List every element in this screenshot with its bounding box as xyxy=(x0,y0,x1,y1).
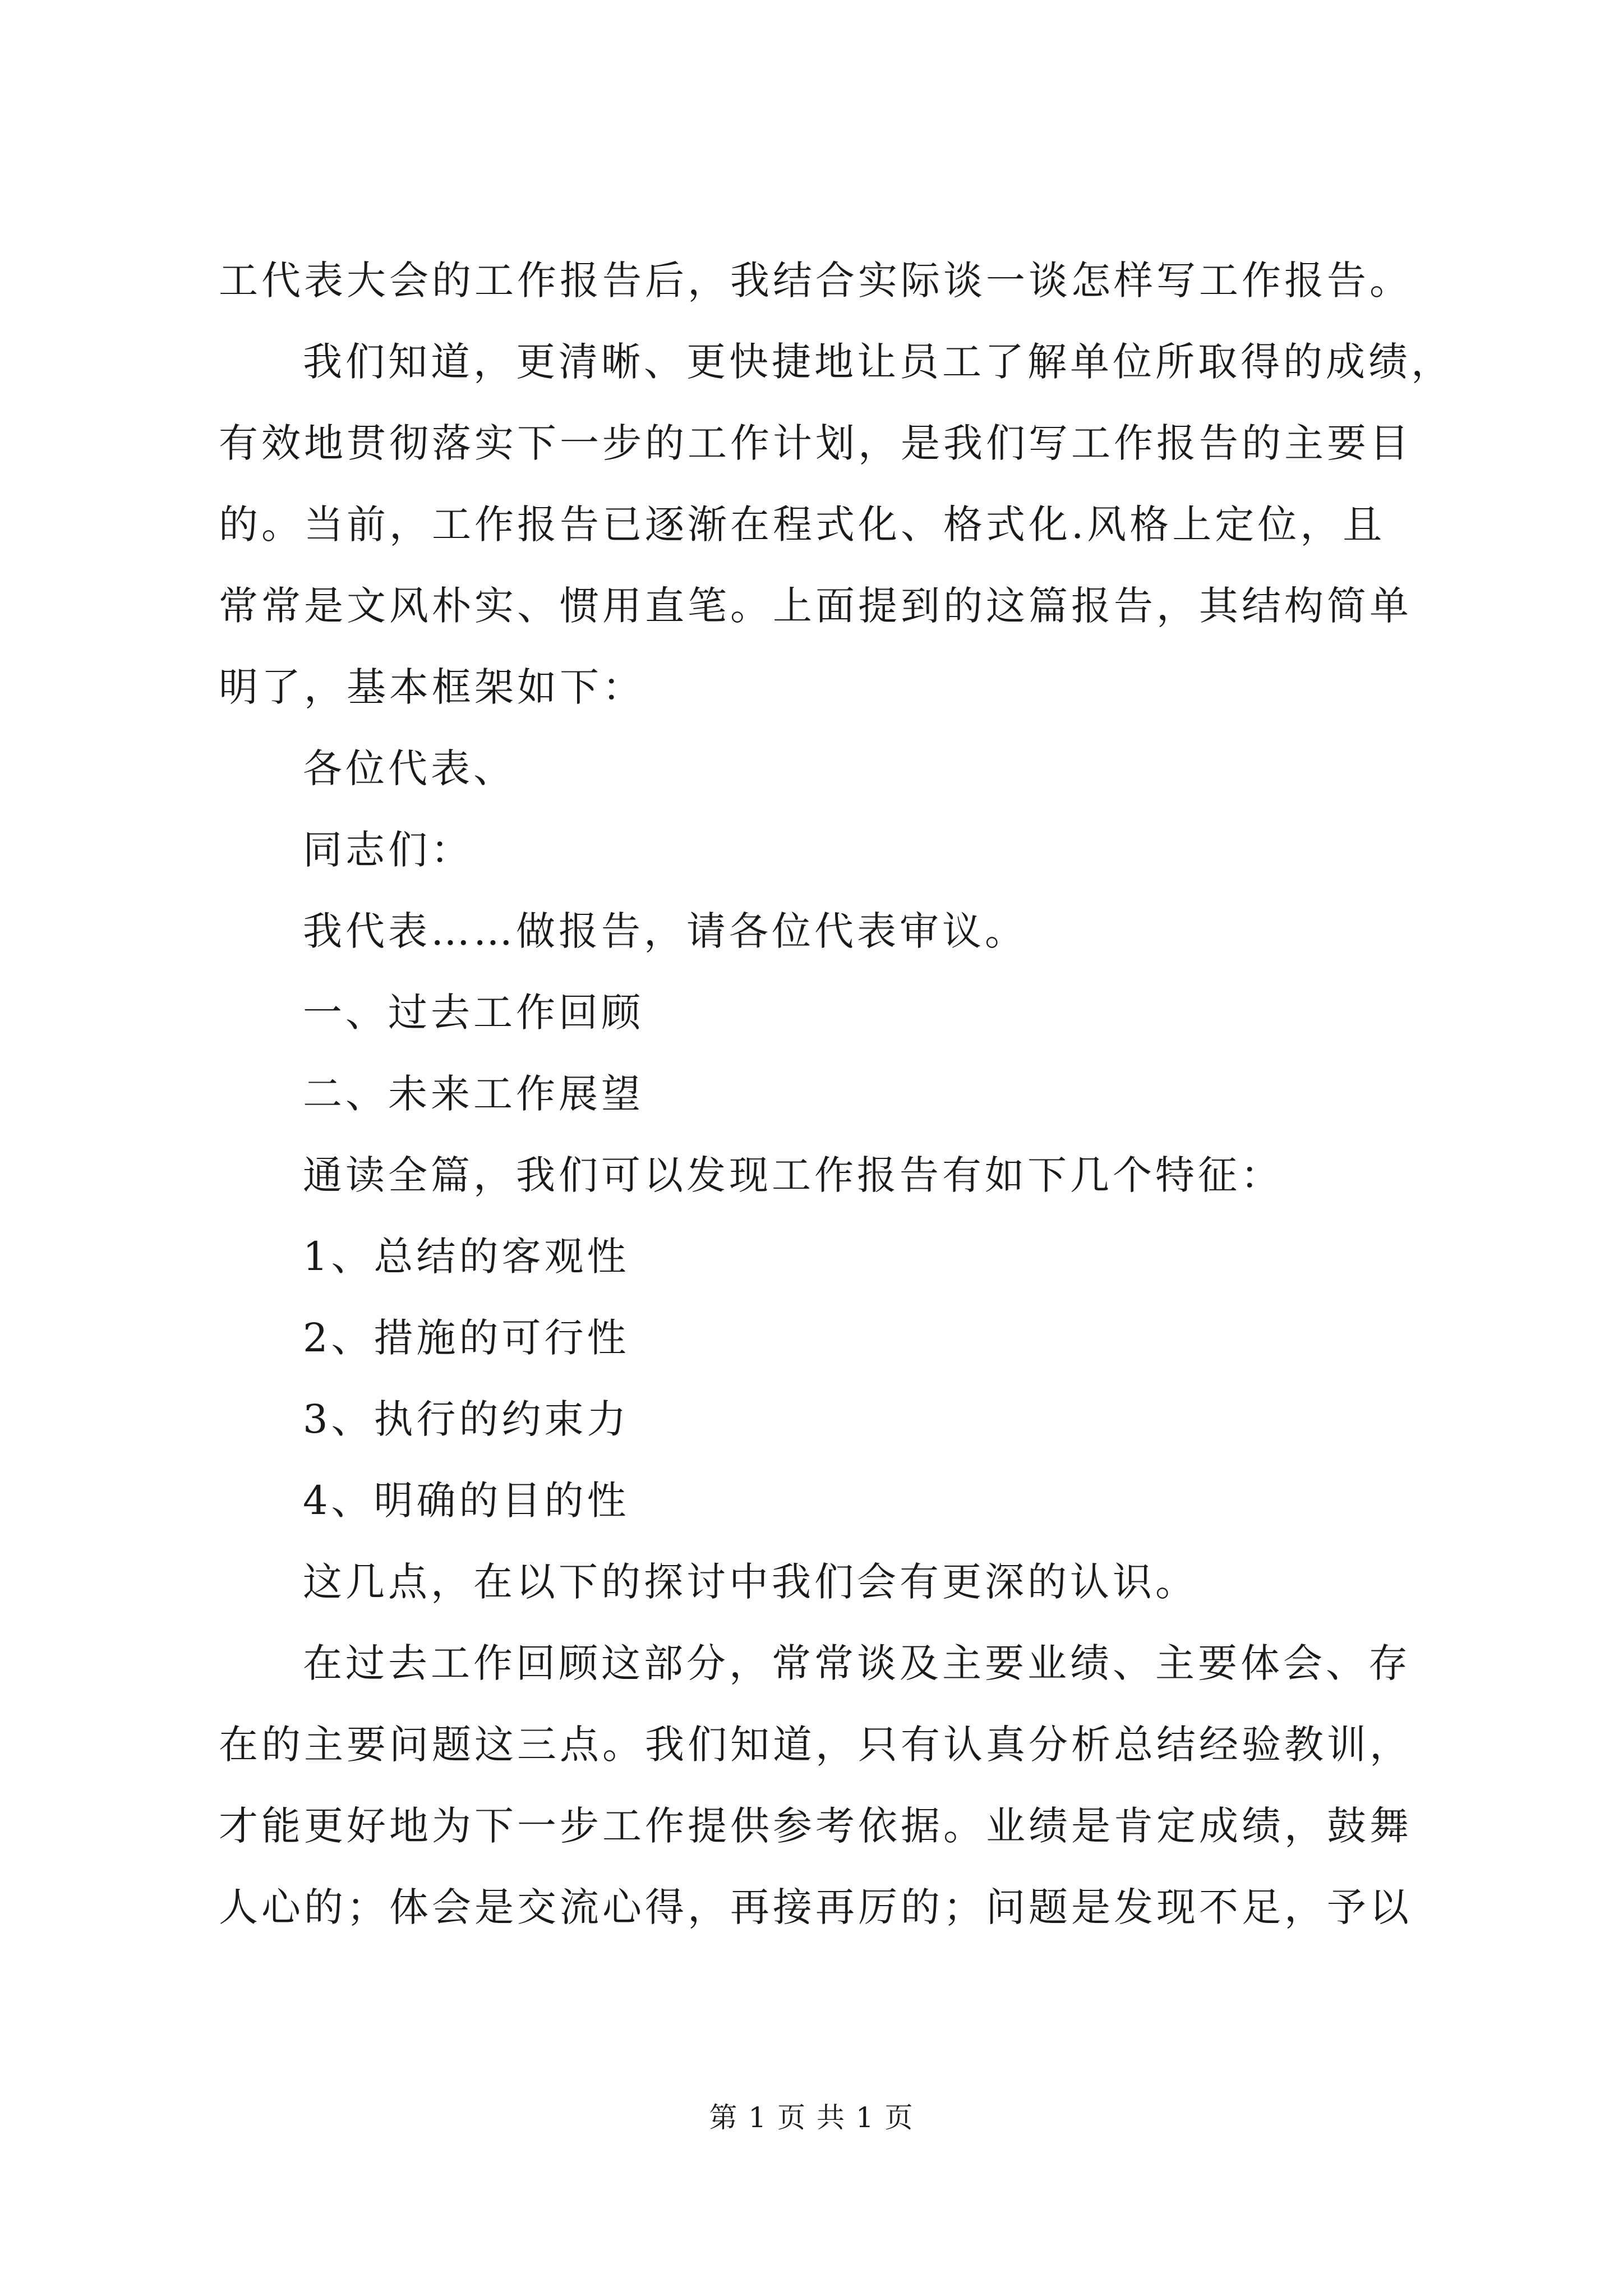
text-line: 各位代表、 xyxy=(303,746,516,792)
text-line: 人心的；体会是交流心得，再接再厉的；问题是发现不足，予以 xyxy=(219,1884,1412,1930)
list-item: 1、总结的客观性 xyxy=(303,1234,630,1280)
text-line: 在的主要问题这三点。我们知道，只有认真分析总结经验教训， xyxy=(219,1722,1412,1768)
list-item: 4、明确的目的性 xyxy=(303,1478,630,1524)
text-line: 通读全篇，我们可以发现工作报告有如下几个特征： xyxy=(303,1152,1283,1198)
text-line: 同志们： xyxy=(303,827,473,873)
section-heading: 二、未来工作展望 xyxy=(303,1071,644,1117)
text-line: 才能更好地为下一步工作提供参考依据。业绩是肯定成绩，鼓舞 xyxy=(219,1803,1412,1849)
section-heading: 一、过去工作回顾 xyxy=(303,990,644,1036)
text-line: 我代表……做报告，请各位代表审议。 xyxy=(303,908,1027,954)
text-line: 在过去工作回顾这部分，常常谈及主要业绩、主要体会、存 xyxy=(303,1640,1411,1686)
text-line: 工代表大会的工作报告后，我结合实际谈一谈怎样写工作报告。 xyxy=(219,257,1412,303)
text-line: 的。当前，工作报告已逐渐在程式化、格式化.风格上定位，且 xyxy=(219,501,1386,547)
text-line: 这几点，在以下的探讨中我们会有更深的认识。 xyxy=(303,1559,1198,1605)
list-item: 2、措施的可行性 xyxy=(303,1315,630,1361)
text-line: 我们知道，更清晰、更快捷地让员工了解单位所取得的成绩， xyxy=(303,339,1454,385)
list-item: 3、执行的约束力 xyxy=(303,1396,630,1442)
page-footer: 第 1 页 共 1 页 xyxy=(709,2101,914,2134)
text-line: 常常是文风朴实、惯用直笔。上面提到的这篇报告，其结构简单 xyxy=(219,583,1412,629)
text-line: 有效地贯彻落实下一步的工作计划，是我们写工作报告的主要目 xyxy=(219,420,1412,466)
text-line: 明了，基本框架如下： xyxy=(219,664,645,710)
